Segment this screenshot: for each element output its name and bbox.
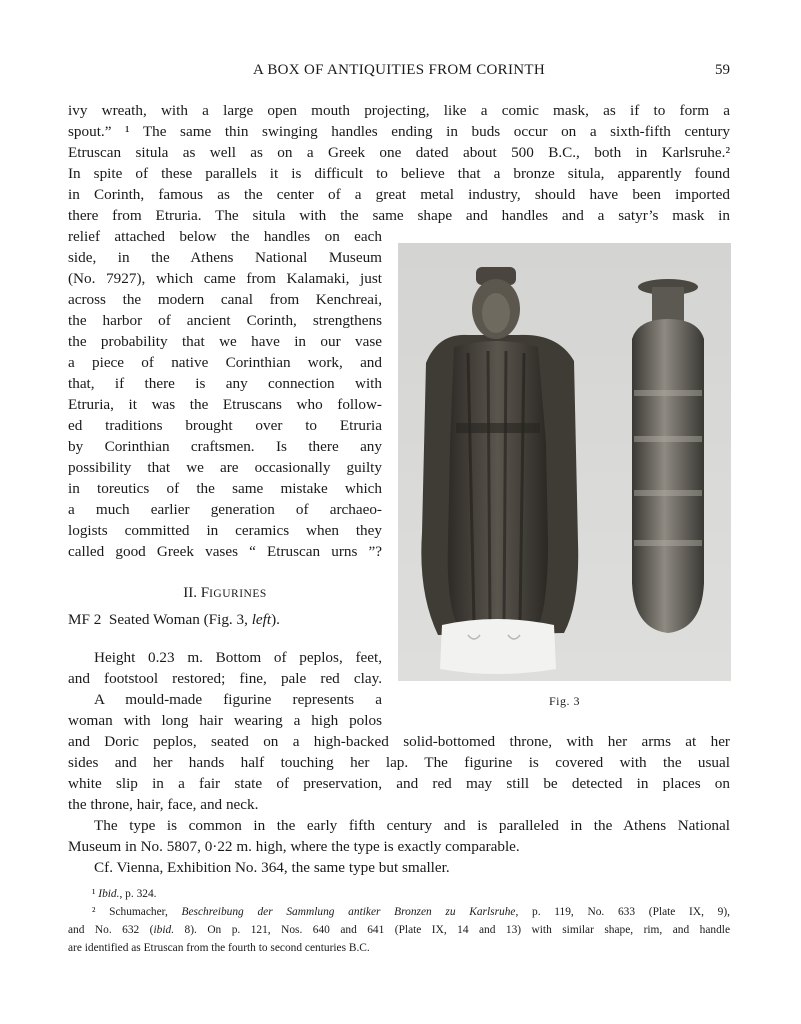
entry-suffix: ). — [271, 611, 280, 628]
footnote-2-author: Schumacher, — [109, 906, 182, 918]
description-line: and Doric peplos, seated on a high-backed solid-bottomed throne, with her arms at her — [68, 733, 730, 750]
footnote-1 — [92, 886, 730, 903]
section-numeral: II. — [183, 585, 197, 601]
column-line: in toreutics of the same mistake which — [68, 480, 382, 497]
footnote-2-line: are identified as Etruscan from the fourth to second centuries B.C. — [68, 942, 370, 954]
entry-heading — [68, 609, 382, 630]
description-line: woman with long hair wearing a high polos — [68, 712, 382, 729]
column-line: the harbor of ancient Corinth, strengthens — [68, 312, 382, 329]
footnote-1-ibid: Ibid. — [98, 888, 120, 900]
footnote-2-mark: ² — [92, 906, 96, 918]
column-line: Etruria, it was the Etruscans who follow- — [68, 396, 382, 413]
page-number: 59 — [715, 62, 730, 78]
column-line: that, if there is any connection with — [68, 375, 382, 392]
figure-photograph — [398, 243, 731, 681]
footnote-2-line — [92, 904, 730, 921]
footnote-1-text: , p. 324. — [119, 888, 157, 900]
body-line: Etruscan situla as well as on a Greek one dated about 500 B.C., both in Karlsruhe.² — [68, 144, 730, 161]
section-title-initial: F — [200, 585, 210, 601]
footnote-2-title: Beschreibung der Sammlung antiker Bronzen zu Karlsruhe — [181, 906, 516, 918]
alabastron-vase — [632, 279, 704, 633]
body-line: spout.” ¹ The same thin swinging handles ending in buds occur on a sixth-fifth century — [68, 123, 730, 140]
column-line: (No. 7927), which came from Kalamaki, just — [68, 270, 382, 287]
column-line: by Corinthian craftsmen. Is there any — [68, 438, 382, 455]
column-line: logists committed in ceramics when they — [68, 522, 382, 539]
body-line: there from Etruria. The situla with the same shape and handles and a satyr’s mask in — [68, 207, 730, 224]
paragraph-cf: Cf. Vienna, Exhibition No. 364, the same type but smaller. — [94, 859, 450, 876]
section-title-rest: IGURINES — [209, 588, 267, 600]
column-line: possibility that we are occasionally guilty — [68, 459, 382, 476]
column-line: relief attached below the handles on each — [68, 228, 382, 245]
running-header — [68, 62, 730, 84]
section-heading — [68, 583, 382, 605]
entry-italic: left — [251, 611, 272, 628]
column-line: a piece of native Corinthian work, and — [68, 354, 382, 371]
figure-illustration — [398, 243, 731, 681]
footnote-2-text: , p. 119, No. 633 (Plate IX, 9), — [515, 906, 730, 918]
description-line: sides and her hands half touching her lap. The figurine is covered with the usual — [68, 754, 730, 771]
body-line: in Corinth, famous as the center of a great metal industry, should have been imported — [68, 186, 730, 203]
footnote-2-line2-ibid: ibid. — [153, 924, 175, 936]
paragraph-line: Museum in No. 5807, 0·22 m. high, where the type is exactly comparable. — [68, 838, 520, 855]
entry-prefix: MF 2 Seated Woman (Fig. 3, — [68, 611, 252, 628]
column-line: across the modern canal from Kenchreai, — [68, 291, 382, 308]
footnote-1-mark: ¹ — [92, 888, 96, 900]
body-line: In spite of these parallels it is difficult to believe that a bronze situla, apparently found — [68, 165, 730, 182]
description-line: the throne, hair, face, and neck. — [68, 796, 259, 813]
footnote-2-line2-a: and No. 632 ( — [68, 924, 154, 936]
column-line: side, in the Athens National Museum — [68, 249, 382, 266]
description-line: Height 0.23 m. Bottom of peplos, feet, — [94, 649, 382, 666]
column-line: called good Greek vases “ Etruscan urns ”? — [68, 543, 382, 560]
column-line: the probability that we have in our vase — [68, 333, 382, 350]
body-line: ivy wreath, with a large open mouth projecting, like a comic mask, as if to form a — [68, 102, 730, 119]
column-line: a much earlier generation of archaeo- — [68, 501, 382, 518]
footnote-2-line — [68, 922, 730, 939]
description-line: and footstool restored; fine, pale red clay. — [68, 670, 382, 687]
running-title: A BOX OF ANTIQUITIES FROM CORINTH — [253, 62, 545, 78]
paragraph-line: The type is common in the early fifth century and is paralleled in the Athens National — [94, 817, 730, 834]
footnote-2-line2-b: 8). On p. 121, Nos. 640 and 641 (Plate IX, 14 and 13) with similar shape, rim, and handle — [174, 924, 730, 936]
description-line: A mould-made figurine represents a — [94, 691, 382, 708]
description-line: white slip in a fair state of preservation, and red may still be detected in places on — [68, 775, 730, 792]
figure-caption: Fig. 3 — [548, 694, 580, 708]
column-line: ed traditions brought over to Etruria — [68, 417, 382, 434]
